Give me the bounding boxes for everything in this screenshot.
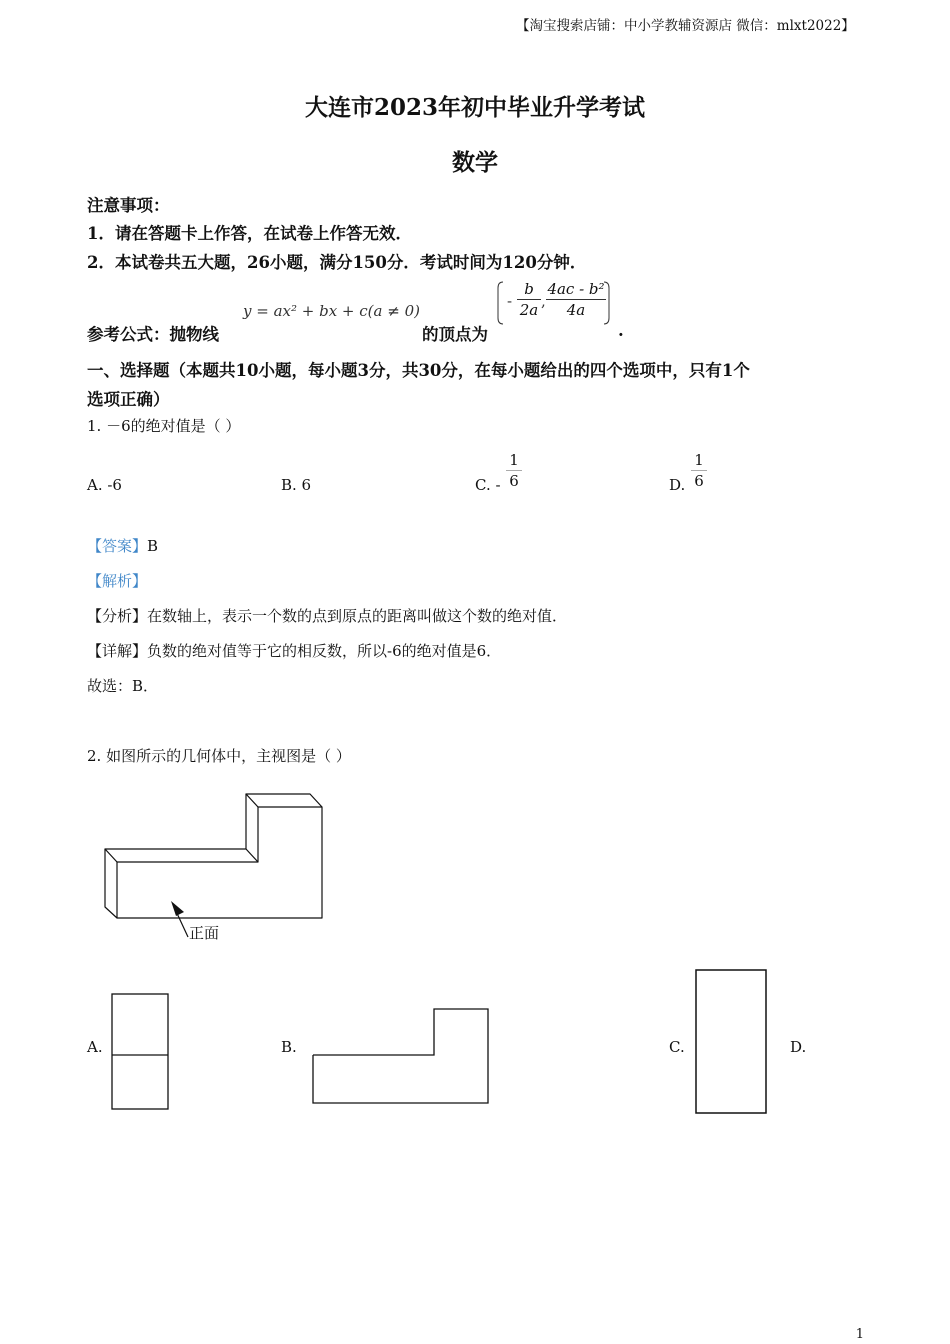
q2-stem: 2. 如图所示的几何体中，主视图是（ ） xyxy=(87,747,351,765)
q2-option-a-label: A. xyxy=(87,1038,103,1056)
q1-option-b: B. 6 xyxy=(281,476,312,494)
q1-analysis-tag: 【解析】 xyxy=(87,572,148,590)
formula-middle: 的顶点为 xyxy=(422,325,488,344)
q1-option-d-denominator: 6 xyxy=(694,472,704,490)
q2-option-c-figure xyxy=(694,968,770,1116)
vertex-x-fraction xyxy=(517,280,541,319)
q1-option-c-fraction xyxy=(506,451,522,490)
q1-option-c-numerator: 1 xyxy=(509,451,519,469)
exam-title: 大连市2023年初中毕业升学考试 xyxy=(304,94,645,121)
q1-fenxi: 【分析】在数轴上，表示一个数的点到原点的距离叫做这个数的绝对值． xyxy=(87,607,568,625)
page-number: 1 xyxy=(855,1327,864,1342)
notice-item-1: 1．请在答题卡上作答，在试卷上作答无效． xyxy=(87,224,412,243)
q2-option-b-figure xyxy=(311,1007,491,1107)
q1-option-d-prefix: D. xyxy=(669,476,686,494)
vertex-y-fraction xyxy=(546,280,606,319)
header-note: 【淘宝搜索店铺：中小学教辅资源店 微信：mlxt2022】 xyxy=(516,18,855,34)
q1-option-d-fraction xyxy=(691,451,707,490)
q1-stem: 1. －6的绝对值是（ ） xyxy=(87,417,241,435)
q2-option-c-label: C. xyxy=(669,1038,685,1056)
formula-period: . xyxy=(618,321,624,340)
vertex-x-numerator: b xyxy=(524,280,534,298)
section1-heading-line2: 选项正确） xyxy=(87,390,170,409)
formula-equation: y = ax² + bx + c(a ≠ 0) xyxy=(243,302,420,320)
vertex-y-denominator: 4a xyxy=(566,301,586,319)
formula-prefix: 参考公式：抛物线 xyxy=(87,325,219,344)
notice-item-2: 2．本试卷共五大题，26小题，满分150分．考试时间为120分钟． xyxy=(87,253,587,272)
section1-heading-line1: 一、选择题（本题共10小题，每小题3分，共30分，在每小题给出的四个选项中，只有1个 xyxy=(87,361,750,380)
q1-option-c-prefix: C. - xyxy=(475,476,501,494)
vertex-y-numerator: 4ac - b² xyxy=(547,280,605,298)
q1-guxuan: 故选：B． xyxy=(87,677,159,695)
q1-xiangjie: 【详解】负数的绝对值等于它的相反数，所以-6的绝对值是6． xyxy=(87,642,502,660)
q1-answer-tag: 【答案】 xyxy=(87,537,148,555)
q2-front-label: 正面 xyxy=(189,924,220,942)
q1-answer-line xyxy=(87,535,158,556)
q2-option-a-figure xyxy=(110,992,172,1112)
q1-answer: B xyxy=(147,537,159,555)
notice-heading: 注意事项： xyxy=(87,196,170,215)
q1-option-c-denominator: 6 xyxy=(509,472,519,490)
vertex-comma: , xyxy=(541,292,546,310)
vertex-neg-sign: - xyxy=(507,292,513,310)
vertex-x-denominator: 2a xyxy=(519,301,539,319)
q1-option-a: A. -6 xyxy=(87,476,122,494)
exam-subtitle: 数学 xyxy=(452,149,498,176)
q2-option-d-label: D. xyxy=(790,1038,807,1056)
q1-option-d-numerator: 1 xyxy=(694,451,704,469)
q2-option-b-label: B. xyxy=(281,1038,297,1056)
